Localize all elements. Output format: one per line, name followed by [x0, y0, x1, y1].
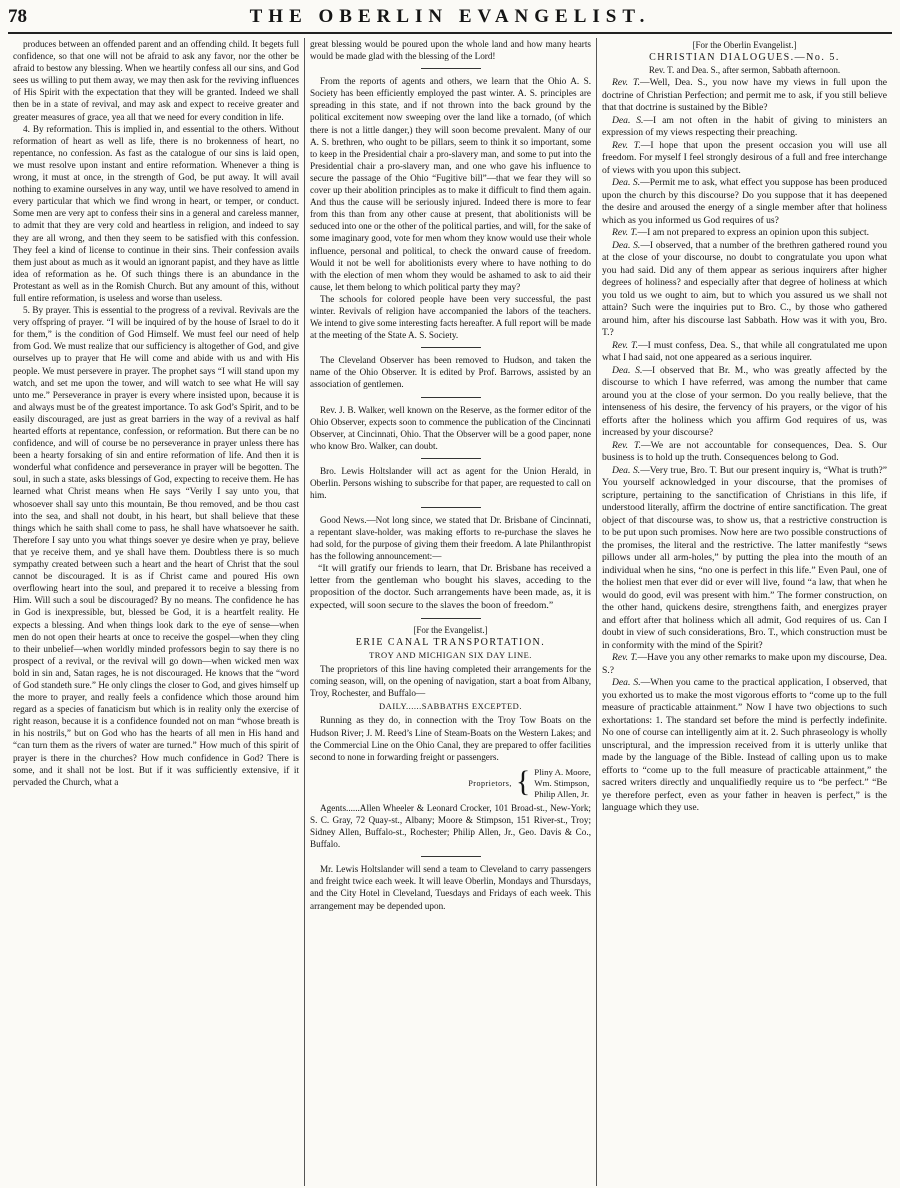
divider	[421, 618, 481, 619]
brace-icon: {	[515, 764, 531, 798]
quote-text: “It will gratify our friends to learn, that Dr. Brisbane has received a letter from the gentleman who bought his slaves, acceding to the proposition of the doctor. Such arrangements have been made, as, it is expected, will soon secure to the slaves the boon of freedom.”	[310, 562, 591, 611]
speaker-name: Dea. S.	[612, 177, 641, 188]
news-item: Bro. Lewis Holtslander will act as agent for the Union Herald, in Oberlin. Persons wishing to subscribe for that paper, are requested to call on him.	[310, 465, 591, 501]
speaker-text: —I must confess, Dea. S., that while all congratulated me upon what I had said, not one appeared as a serious inquirer.	[602, 339, 887, 363]
speaker-text: —Very true, Bro. T. But our present inquiry is, “What is truth?” You yourself acknowledged in your discourse, that the promises of scripture, pertaining to the sanctification of Christians in this life, if understood literally, affirm the doctrine of entire sanctification. The great object of that discourse was, to show us, that a restrictive construction is to be put upon such promises. Now here are two possible constructions of the promises, the literal and the restrictive. The latter manifestly “sews pillows under all arm-holes,” by putting the plea into the mouth of an individual when he sins, “no one is perfect in this life.” Even Paul, one of the holiest men that ever did or ever will live, found “a law, that when he would do good, evil was present with him.” The former construction, on the other hand, quickens desire, strengthens faith, and energizes prayer and effort after that holiness which all admit, God requires of us. Can I doubt in view of such considerations, Bro. T., which construction must be in conformity with the mind of the Spirit?	[602, 464, 887, 651]
speaker-name: Rev. T.	[612, 139, 641, 151]
dialogue-source: [For the Oberlin Evangelist.]	[692, 40, 797, 50]
dialogue-exchange	[602, 115, 887, 140]
dialogue-body	[602, 77, 887, 815]
dialogue-exchange	[602, 652, 887, 677]
speaker-name: Dea. S.	[612, 464, 641, 476]
masthead	[8, 6, 892, 34]
proprietor-name: Wm. Stimpson,	[534, 777, 590, 788]
speaker-text: —We are not accountable for consequences, Dea. S. Our business is to hold up the truth. Consequences belong to God.	[602, 439, 887, 463]
speaker-name: Rev. T.	[612, 652, 638, 663]
dialogue-exchange	[602, 440, 887, 465]
dialogue-exchange	[602, 340, 887, 365]
dialogue-exchange	[602, 240, 887, 340]
proprietors-label: Proprietors,	[468, 778, 512, 788]
dialogue-exchange	[602, 177, 887, 227]
notice-intro: The proprietors of this line having completed their arrangements for the coming season, will, on the opening of navigation, start a boat from Albany, Troy, Rochester, and Buffalo—	[310, 664, 591, 699]
speaker-name: Rev. T.	[612, 77, 640, 88]
speaker-text: —Have you any other remarks to make upon my discourse, Dea. S.?	[602, 652, 887, 676]
notice-body: Running as they do, in connection with the Troy Tow Boats on the Hudson River; J. M. Reed’s Line of Steam-Boats on the Western Lakes; and the Commercial Line on the Ohio Canal, they are prepared to offer facilities second to none in forwarding freight or passengers.	[310, 715, 591, 762]
dialogue-exchange	[602, 77, 887, 115]
dialogue-exchange	[602, 465, 887, 653]
speaker-name: Dea. S.	[612, 114, 644, 126]
page-number: 78	[8, 6, 27, 27]
dialogue-exchange	[602, 677, 887, 815]
columns	[8, 38, 892, 1186]
divider	[421, 458, 481, 459]
notice-daily: DAILY......SABBATHS EXCEPTED.	[379, 701, 522, 712]
article-paragraph: 4. By reformation. This is implied in, and essential to the others. Without reformation of heart as well as life, there is no brokenness of heart, no repentance, no confession. As fast as the catalogue of our sins is laid open, we must resolve upon instant and entire reformation. Whenever a thing is wrong, it must at once, in the strength of God, be put away. It will avail nothing to examine ourselves in any way, until we have resolved to amend in every particular that which we find wrong in heart, or temper, or conduct. Some men are very apt to confess their sins in a general and careless manner, to admit that they are very cold and heartless in religion, and indeed to say they are all wrong, and then they seem to be satisfied with this confession. They feel a kind of license to continue in their sins. Their confession avails them just about as much as it would an ignorant papist, and they have as little idea of reformation as he. Of such things there is an abundance in the Protestant as well as in the Romish Church. But any amount of this, without full entire reformation, is useless and worse than useless.	[13, 123, 299, 303]
dialogue-subtitle: Rev. T. and Dea. S., after sermon, Sabbath afternoon.	[648, 65, 841, 75]
speaker-name: Rev. T.	[612, 339, 639, 351]
article-paragraph: produces between an offended parent and an offending child. It begets full confidence, so that one will not be afraid to ask any favor, nor the other be afraid to bestow any blessing. When we heartily confess all our sins, and God sees us willing to put them away, we may then ask for the reviving influences of His Spirit with the expectation that they will be granted. Indeed we shall then be in a state of revival, and may ask and expect to receive greater and greater measures of grace, yea all that we need for every condition in life.	[13, 39, 299, 122]
news-item: Rev. J. B. Walker, well known on the Reserve, as the former editor of the Ohio Observer, expects soon to commence the publication of the Cincinnati Observer, at Cincinnati, Ohio. That the Observer will be a good paper, none who know Bro. Walker, can doubt.	[310, 404, 591, 451]
speaker-name: Dea. S.	[612, 239, 641, 251]
speaker-name: Dea. S.	[612, 364, 643, 376]
proprietors-block	[310, 764, 591, 800]
speaker-text: —I am not prepared to express an opinion upon this subject.	[637, 227, 870, 238]
speaker-name: Dea. S.	[612, 677, 641, 688]
divider	[421, 397, 481, 398]
speaker-text: —Permit me to ask, what effect you suppose has been produced upon the church by this discourse? Do you suppose that it has deepened the desire and aroused the energy of a single member after that holiness which as you informed us God requires of us?	[602, 177, 887, 226]
news-item: Mr. Lewis Holtslander will send a team to Cleveland to carry passengers and freight twice each week. It will leave Oberlin, Mondays and Thursdays, and the City Hotel in Cleveland, Tuesdays and Fridays of each week. This arrangement may be depended upon.	[310, 864, 591, 911]
dialogue-exchange	[602, 365, 887, 440]
speaker-text: —I observed, that a number of the brethren gathered round you at the close of your discourse, no doubt to congratulate you upon what you had said. Did any of them appear as serious inquirers after higher degrees of holiness? and especially after that degree of holiness at which you told us we ought to aim, but to which you assured us we shall not attain? Such were the inquiries put to Bro. C., by those who gathered around him, after his discourse last Sabbath. How was it with you, Bro. T.?	[602, 239, 887, 338]
dialogue-exchange	[602, 227, 887, 240]
notice-source: [For the Evangelist.]	[413, 625, 488, 636]
divider	[421, 856, 481, 857]
speaker-text: —I observed that Br. M., who was greatly affected by the discourse to which I have referred, was among the number that came around you at the close of your sermon. Do you really believe, that the intenseness of his desire, the fervency of his prayers, or the vigor of his efforts after the holiness which you affirm God requires of us, was increased by your discourse?	[602, 364, 887, 438]
notice-subtitle: TROY AND MICHIGAN SIX DAY LINE.	[369, 650, 532, 661]
speaker-text: —I hope that upon the present occasion you will use all freedom. For myself I feel strongly desirous of a full and free interchange of views with you upon this subject.	[602, 139, 887, 176]
notice-agents: Agents......Allen Wheeler & Leonard Crocker, 101 Broad-st., New-York; S. C. Gray, 72 Quay-st., Albany; Moore & Stimpson, 151 River-st., Troy; Sidney Allen, Buffalo-st., Rochester; Philip Allen, Jr., Geo. Davis & Co., Buffalo.	[310, 802, 591, 850]
speaker-text: —Well, Dea. S., you now have my views in full upon the doctrine of Christian Perfection; and permit me to ask, if you still believe that that doctrine is sustained by the Bible?	[602, 77, 887, 113]
quote-block	[310, 563, 591, 613]
news-item: Good News.—Not long since, we stated that Dr. Brisbane of Cincinnati, a repentant slave-holder, was making efforts to re-purchase the slaves he had sold, for the purpose of giving them their freedom. A late Philanthropist has the following announcement:—	[310, 515, 591, 562]
newspaper-title: THE OBERLIN EVANGELIST.	[249, 6, 651, 27]
divider	[421, 507, 481, 508]
dialogue-exchange	[602, 140, 887, 178]
column-1	[8, 38, 305, 1186]
column-2	[305, 38, 597, 1186]
proprietors-list	[534, 767, 591, 800]
notice-title: ERIE CANAL TRANSPORTATION.	[355, 637, 546, 649]
column-3	[597, 38, 892, 1186]
divider	[421, 68, 481, 69]
proprietor-name: Philip Allen, Jr.	[534, 788, 590, 799]
speaker-text: —When you came to the practical application, I observed, that you exhorted us to make the most vigorous efforts to “come up to the full measure of practicable attainment.” Now I have two objections to such exhortations: 1. The standard set before the mind is perfectly indefinite. No one of course can intelligently aim at it. 2. Such phraseology is wholly unscriptural, and the impression received from it is utterly unlike that made by the language of the Bible. Instead of calling upon us to make efforts to “come up to the full measure of practicable attainment,” the sacred writers directly and unqualifiedly require us to “be perfect.” “Be ye therefore perfect, even as your father in heaven is perfect,” is the language which they use.	[602, 677, 887, 813]
news-item: The schools for colored people have been very successful, the past winter. Revivals of religion have accompanied the labors of the teachers. We intend to give some interesting facts hereafter. A full report will be made at the meeting of the State A. S. Society.	[310, 293, 591, 341]
divider	[421, 347, 481, 348]
proprietor-name: Pliny A. Moore,	[534, 766, 591, 777]
article-paragraph: 5. By prayer. This is essential to the progress of a revival. Revivals are the very offspring of prayer. “I will be inquired of by the house of Israel to do it for them,” is the condition of God Himself. We must feel our need of help from God. We must realize that our sufficiency is altogether of God, and give ourselves up to prayer that He will come and abide with us and with His people. We must persevere in prayer. The prophet says “I will stand upon my watch, and set me upon the tower, and will watch to see what He will say unto me.” Perseverance in prayer is every where insisted upon, because it is and always must be of the greatest importance. To ask God’s Spirit, and to be easily discouraged, are just as great barriers in the way of a revival as half hearted efforts at repentance, confession, or reformation. But there can be no confidence, and will of course be no perseverance in prayer unless there has been a hearty forsaking of sin and entire reformation of life. And then it is wonderful what confidence and perseverance in prayer will be begotten. The soul, in such a state, asks blessings of God, expecting to receive them. He has learned what Christ means when He says “Verily I say unto you, that whosoever shall say unto this mountain, Be thou removed, and be thou cast into the sea, and shall not doubt, in his heart, but shall believe that these things which he saith shall come to pass, he shall have whatsoever he saith. Therefore I say unto you what things soever ye desire when ye pray, believe that ye receive them, and ye shall have them. Doubtless there is so much sympathy created between such a heart and the heart of Christ that the soul cannot be discouraged. It is as if Christ came and poured His own overflowing heart into the soul, and prepared it to receive a blessing from Him. Will such a soul be discouraged? By no means. The confidence he has in God is inexpressible, but, blessed be God, it is a heartfelt reality. He expects a blessing. And when things look dark to the eye of sense—when men do not open their hearts at once to receive the gospel—when they cling to their unbelief—when worldly minded professors begin to say there is no prospect of a revival, or the revival will go down—when wicked men wax bold in sin and, Satan rages, he is not discouraged. He knows that the “word of God standeth sure.” He only clings the closer to God, and gives himself up the more to prayer, and really feels a confidence which those around him regard as a species of fanaticism but which is in reality only the exercise of right reason, because it is a confidence founded not on man “whose breath is in his nostrils,” but on God who has the hearts of all men in His hand and “can turn them as the rivers of water are turned.” How much of this spirit of prayer is there in the churches? How much confidence in God? There is some, and it shall not be lost. But if it was sufficiently extensive, if it pervaded the Church, what a	[13, 305, 299, 787]
speaker-text: —I am not often in the habit of giving to ministers an expression of my views respecting their preaching.	[602, 114, 887, 138]
article-continuation: great blessing would be poured upon the whole land and how many hearts would be made glad with the blessing of the Lord!	[310, 39, 591, 62]
canal-notice	[310, 625, 591, 850]
news-item: From the reports of agents and others, we learn that the Ohio A. S. Society has been efficiently employed the past winter. A. S. principles are spreading in this state, and if not thrown into the back ground by the political excitement now sweeping over the land like a tornado, (of which there is not a little danger,) they will soon become prevalent. Many of our A. S. brethren, who ought to be pillars, seem to think it so important, some to keep in the Presidential chair a pro-slavery man, and some to put into the Presidential chair a pro-slavery man, and one who gave his influence to secure the passage of the Ohio “Fugitive bill”—that we fear they will so cover up their abolition principles as to make it difficult to find them again. And thus the cause will be seriously injured. Indeed there is more to fear from this than from any other cause at present, that abolitionists will be seduced into one or the other of the political parties, and will, for the sake of some imaginary good, vote for men whom they know would use their whole influence, personal and political, to check the onward cause of freedom. Would it not be well for abolitionists every where to have nothing to do with the election of men whom they would be ashamed to ask to aid their cause, let them belong to which political party they may?	[310, 76, 591, 292]
dialogue-title: CHRISTIAN DIALOGUES.—No. 5.	[649, 52, 840, 63]
speaker-name: Rev. T.	[612, 227, 638, 238]
news-item: The Cleveland Observer has been removed to Hudson, and taken the name of the Ohio Observer. It is edited by Prof. Barrows, assisted by an association of gentlemen.	[310, 355, 591, 390]
speaker-name: Rev. T.	[612, 439, 641, 451]
